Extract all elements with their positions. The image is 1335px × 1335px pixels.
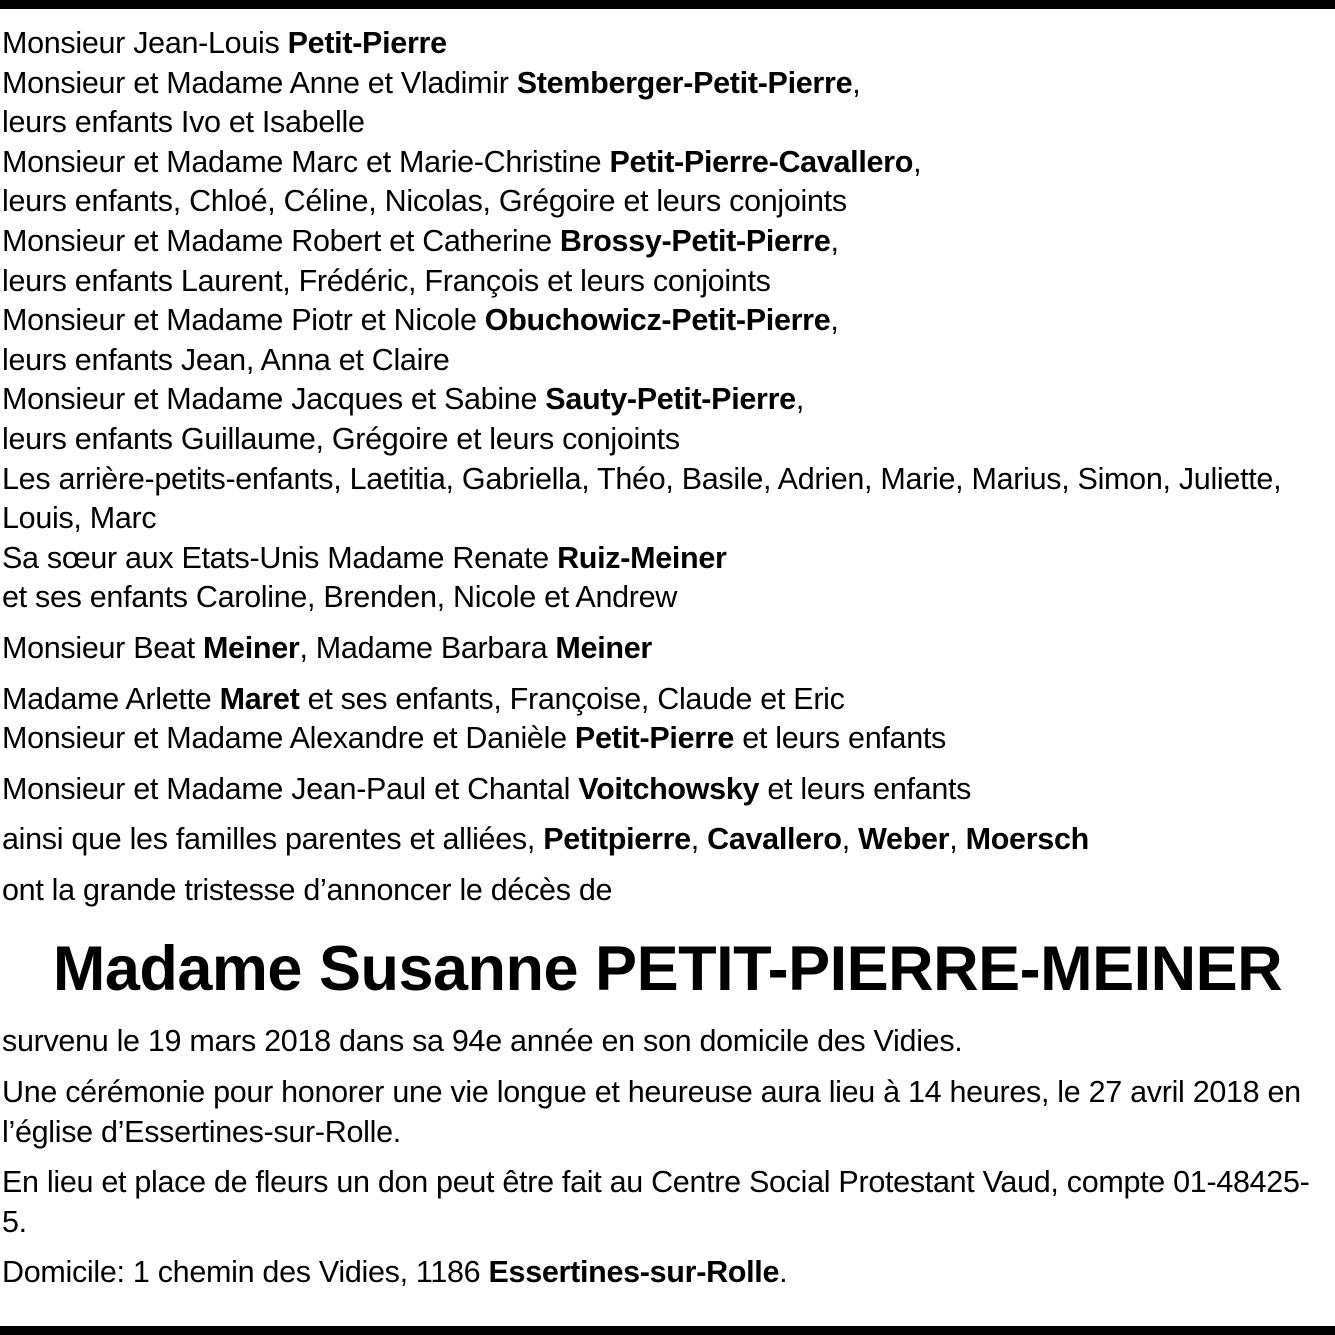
family-line: Monsieur Jean-Louis Petit-Pierre <box>2 26 447 60</box>
family-line: Monsieur Beat Meiner, Madame Barbara Meiner <box>2 630 652 665</box>
family-line: Monsieur et Madame Marc et Marie-Christine Petit-Pierre-Cavallero, <box>2 144 922 179</box>
family-line: leurs enfants, Chloé, Céline, Nicolas, Grégoire et leurs conjoints <box>2 184 847 219</box>
family-line: Sa sœur aux Etats-Unis Madame Renate Ruiz-Meiner <box>2 540 727 575</box>
great-grandchildren-line: Les arrière-petits-enfants, Laetitia, Gabriella, Théo, Basile, Adrien, Marie, Marius, Simon, Juliette, Louis, Marc <box>2 461 1282 536</box>
family-line: leurs enfants Jean, Anna et Claire <box>2 342 450 377</box>
family-line: Monsieur et Madame Robert et Catherine Brossy-Petit-Pierre, <box>2 223 839 258</box>
family-line: Monsieur et Madame Anne et Vladimir Stemberger-Petit-Pierre, <box>2 65 861 100</box>
bottom-rule <box>0 1326 1335 1335</box>
family-line: et ses enfants Caroline, Brenden, Nicole et Andrew <box>2 580 678 615</box>
family-line: Monsieur et Madame Jean-Paul et Chantal Voitchowsky et leurs enfants <box>2 771 972 806</box>
top-rule <box>0 0 1335 9</box>
family-line: leurs enfants Ivo et Isabelle <box>2 105 365 140</box>
death-details: survenu le 19 mars 2018 dans sa 94e année en son domicile des Vidies. <box>2 1024 963 1059</box>
family-line: Monsieur et Madame Piotr et Nicole Obuchowicz-Petit-Pierre, <box>2 303 839 338</box>
obituary-notice <box>2 24 1333 1293</box>
ceremony-details: Une cérémonie pour honorer une vie longue et heureuse aura lieu à 14 heures, le 27 avril 2018 en l’église d’Essertines-sur-Rolle. <box>2 1075 1301 1149</box>
donation-details: En lieu et place de fleurs un don peut être fait au Centre Social Protestant Vaud, compte 01-48425-5. <box>2 1165 1310 1239</box>
announcement-line: ont la grande tristesse d’annoncer le décès de <box>2 872 613 907</box>
family-line: Monsieur et Madame Alexandre et Danièle Petit-Pierre et leurs enfants <box>2 721 946 756</box>
family-line: leurs enfants Laurent, Frédéric, François et leurs conjoints <box>2 263 771 298</box>
family-line: ainsi que les familles parentes et alliées, Petitpierre, Cavallero, Weber, Moersch <box>2 822 1089 857</box>
family-line: leurs enfants Guillaume, Grégoire et leurs conjoints <box>2 421 680 456</box>
domicile-line: Domicile: 1 chemin des Vidies, 1186 Essertines-sur-Rolle. <box>2 1255 788 1290</box>
family-line: Madame Arlette Maret et ses enfants, Françoise, Claude et Eric <box>2 681 845 716</box>
deceased-name: Madame Susanne PETIT-PIERRE-MEINER <box>52 934 1283 1005</box>
family-line: Monsieur et Madame Jacques et Sabine Sauty-Petit-Pierre, <box>2 382 805 417</box>
